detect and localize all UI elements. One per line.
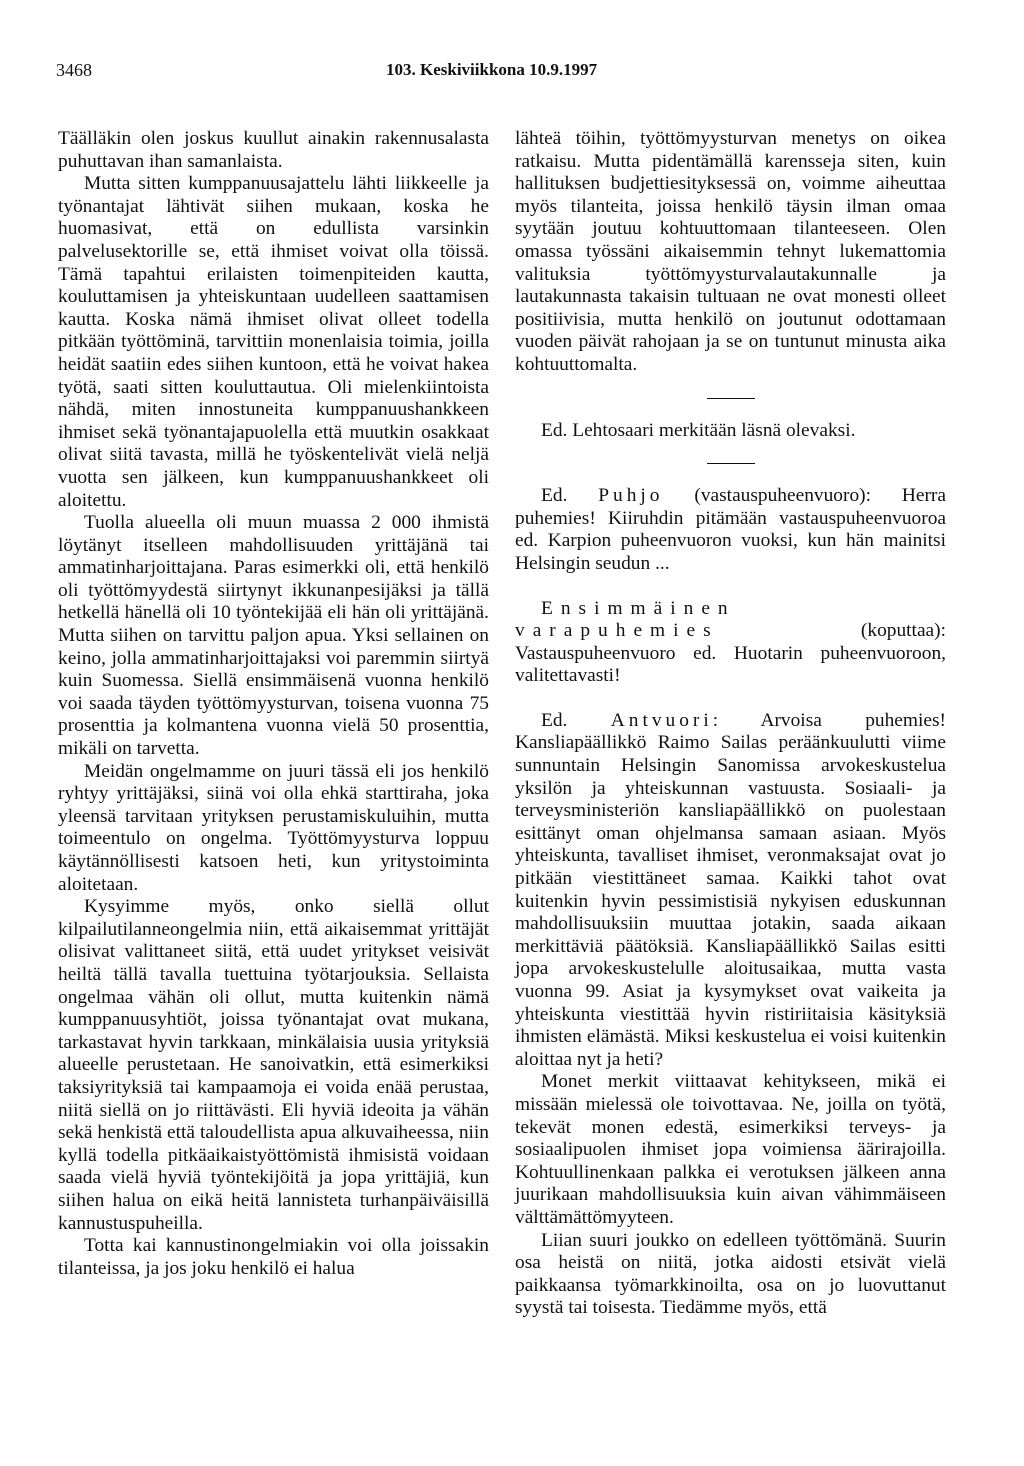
running-title: 103. Keskiviikkona 10.9.1997 (386, 60, 598, 79)
paragraph: Mutta sitten kumppanuusajattelu lähti liikkeelle ja työnantajat lähtivät siihen mukaan, koska he huomasivat, että on edullista varsinkin palvelusektorille se, että ihmiset voivat olla töissä. Tämä tapahtui erilaisten toimenpiteiden kautta, kouluttamisen ja yhteiskuntaan uudelleen saattamisen kautta. Koska nämä ihmiset olivat olleet todella pitkään työttöminä, tarvittiin monenlaisia toimia, joilla heidät saatiin edes siihen kuntoon, että he voivat hakea työtä, saati sitten kouluttautua. Oli mielenkiintoista nähdä, miten innostuneita kumppanuushankkeen ihmiset sekä työnantajapuolella että muutkin osakkaat olivat siitä tavasta, millä he työskentelivät vielä neljä vuotta sen jälkeen, kun kumppanuushankkeet oli aloitettu. (58, 173, 489, 511)
paragraph: Liian suuri joukko on edelleen työttömänä. Suurin osa heistä on niitä, jotka aidosti etsivät vielä paikkaansa työmarkkinoilta, osa on jo luovuttanut syystä tai toisesta. Tiedämme myös, että (515, 1229, 946, 1319)
paragraph: Täälläkin olen joskus kuullut ainakin rakennusalasta puhuttavan ihan samanlaista. (58, 128, 489, 172)
section-divider (707, 463, 755, 464)
paragraph: Kysyimme myös, onko siellä ollut kilpailutilanneongelmia niin, että aikaisemmat yrittäjät olisivat valittaneet siitä, että uudet yritykset veisivät heiltä tällä tavalla tuettuina työtarjouksia. Sellaista ongelmaa vähän oli ollut, mutta kuitenkin nämä kumppanuusyhtiöt, joissa työnantajat ovat mukana, tarkastavat hyvin tarkkaan, minkälaisia uusia yrityksiä alueelle perustetaan. He sanoivatkin, että esimerkiksi taksiyrityksiä tai kampaamoja ei voida enää perustaa, niitä siellä on jo riittävästi. Eli hyviä ideoita ja vähän sekä henkistä että taloudellista apua alkuvaiheessa, niin kyllä todella pitkäaikaistyöttömistä ihmisistä voidaan saada vielä hyviä työntekijöitä ja jopa yrittäjiä, kun siihen halua on eikä heitä lannisteta turhanpäiväisillä kannustuspuheilla. (58, 896, 489, 1234)
page-header (56, 60, 956, 90)
speech-puhjo (515, 485, 946, 575)
page-number: 3468 (56, 60, 92, 80)
paragraph: Tuolla alueella oli muun muassa 2 000 ihmistä löytänyt itselleen mahdollisuuden yrittäjänä tai ammatinharjoittajana. Paras esimerkki oli, että henkilö oli työttömyydestä siirtynyt ikkunanpesijäksi ja tällä hetkellä hänellä oli 10 työntekijää eli hän oli yrittäjänä. Mutta siihen on tarvittu paljon apua. Yksi sellainen on keino, jolla ammatinharjoittajaksi voi paremmin siirtyä kuin Suomessa. Siellä ensimmäisenä vuonna henkilö voi saada täyden työttömyysturvan, toisena vuonna 75 prosenttia ja kolmantena vuonna vielä 50 prosenttia, mikäli on tarvetta. (58, 512, 489, 760)
speech-text: (koputtaa): Vastauspuheenvuoro ed. Huotarin puheenvuoroon, valitettavasti! (515, 620, 946, 687)
paragraph: Totta kai kannustinongelmiakin voi olla joissakin tilanteissa, ja jos joku henkilö ei halua (58, 1235, 489, 1279)
speaker-prefix: Ed. (541, 485, 599, 507)
paragraph: Monet merkit viittaavat kehitykseen, mikä ei missään mielessä ole toivottavaa. Ne, joilla on työtä, tekevät monen edestä, esimerkiksi terveys- ja sosiaalipuolen ihmiset jopa voimiensa äärirajoilla. Kohtuullinenkaan palkka ei verotuksen jälkeen anna juurikaan mahdollisuuksia kuin aivan vähimmäiseen välttämättömyyteen. (515, 1071, 946, 1228)
presence-note: Ed. Lehtosaari merkitään läsnä olevaksi. (541, 419, 856, 441)
paragraph: Meidän ongelmamme on juuri tässä eli jos henkilö ryhtyy yrittäjäksi, siinä voi olla ehkä starttiraha, joka yleensä tarvitaan yrityksen perustamiskuluihin, mutta toimeentulo on ongelma. Työttömyysturva loppuu käytännöllisesti katsoen heti, kun yritystoiminta aloitetaan. (58, 760, 489, 895)
speaker-name: Puhjo (598, 485, 664, 507)
section-divider (707, 398, 755, 399)
paragraph: lähteä töihin, työttömyysturvan menetys on oikea ratkaisu. Mutta pidentämällä karensseja siten, kuin hallituksen budjettiesityksessä on, voimme aiheuttaa myös tilanteita, joissa henkilö täysin ilman omaa syytään joutuu kohtuuttomaan tilanteeseen. Olen omassa työssäni aikaisemmin tehnyt lukemattomia valituksia työttömyysturvalautakunnalle ja lautakunnasta takaisin tultuaan ne ovat monesti olleet positiivisia, mutta henkilö on joutunut odottamaan vuoden päivät rahojaan ja se on tuntunut minusta aika kohtuuttomalta. (515, 128, 946, 375)
speech-text: (vastauspuheenvuoro): Herra puhemies! Kiiruhdin pitämään vastauspuheenvuoroa ed. Karpion puheenvuoron vuoksi, kun hän mainitsi Helsingin seudun ... (515, 485, 946, 574)
speaker-name: Antvuori (610, 709, 713, 731)
left-column (58, 128, 489, 1280)
speech-antvuori (515, 710, 946, 1072)
speech-chair (515, 598, 946, 688)
speaker-prefix: Ed. (541, 709, 611, 731)
right-column (515, 128, 946, 1320)
speaker-name: Ensimmäinen varapuhemies (515, 597, 736, 642)
speech-text: : Arvoisa puhemies! Kansliapäällikkö Raimo Sailas peräänkuulutti viime sunnuntain Helsingin Sanomissa arvokeskustelua yksilön ja yhteiskunnan vastuusta. Sosiaali- ja terveysministeriön kansliapäällikkö on puolestaan esittänyt oman ohjelmansa samaan asiaan. Myös yhteiskunta, tavalliset ihmiset, veronmaksajat ovat jo pitkään viestittäneet samaa. Kaikki tahot ovat kuitenkin hyvin pessimistisiä nykyisen eduskunnan mahdollisuuksiin muuttaa jotakin, saada aikaan merkittäviä päätöksiä. Kansliapäällikkö Sailas esitti jopa arvokeskustelulle aloitusaikaa, mutta vasta vuonna 99. Asiat ja kysymykset ovat vaikeita ja yhteiskunta viestittää hyvin ristiriitaisia käsityksiä ihmisten elämästä. Miksi keskustelua ei voisi kuitenkin aloittaa nyt ja heti? (515, 709, 946, 1070)
